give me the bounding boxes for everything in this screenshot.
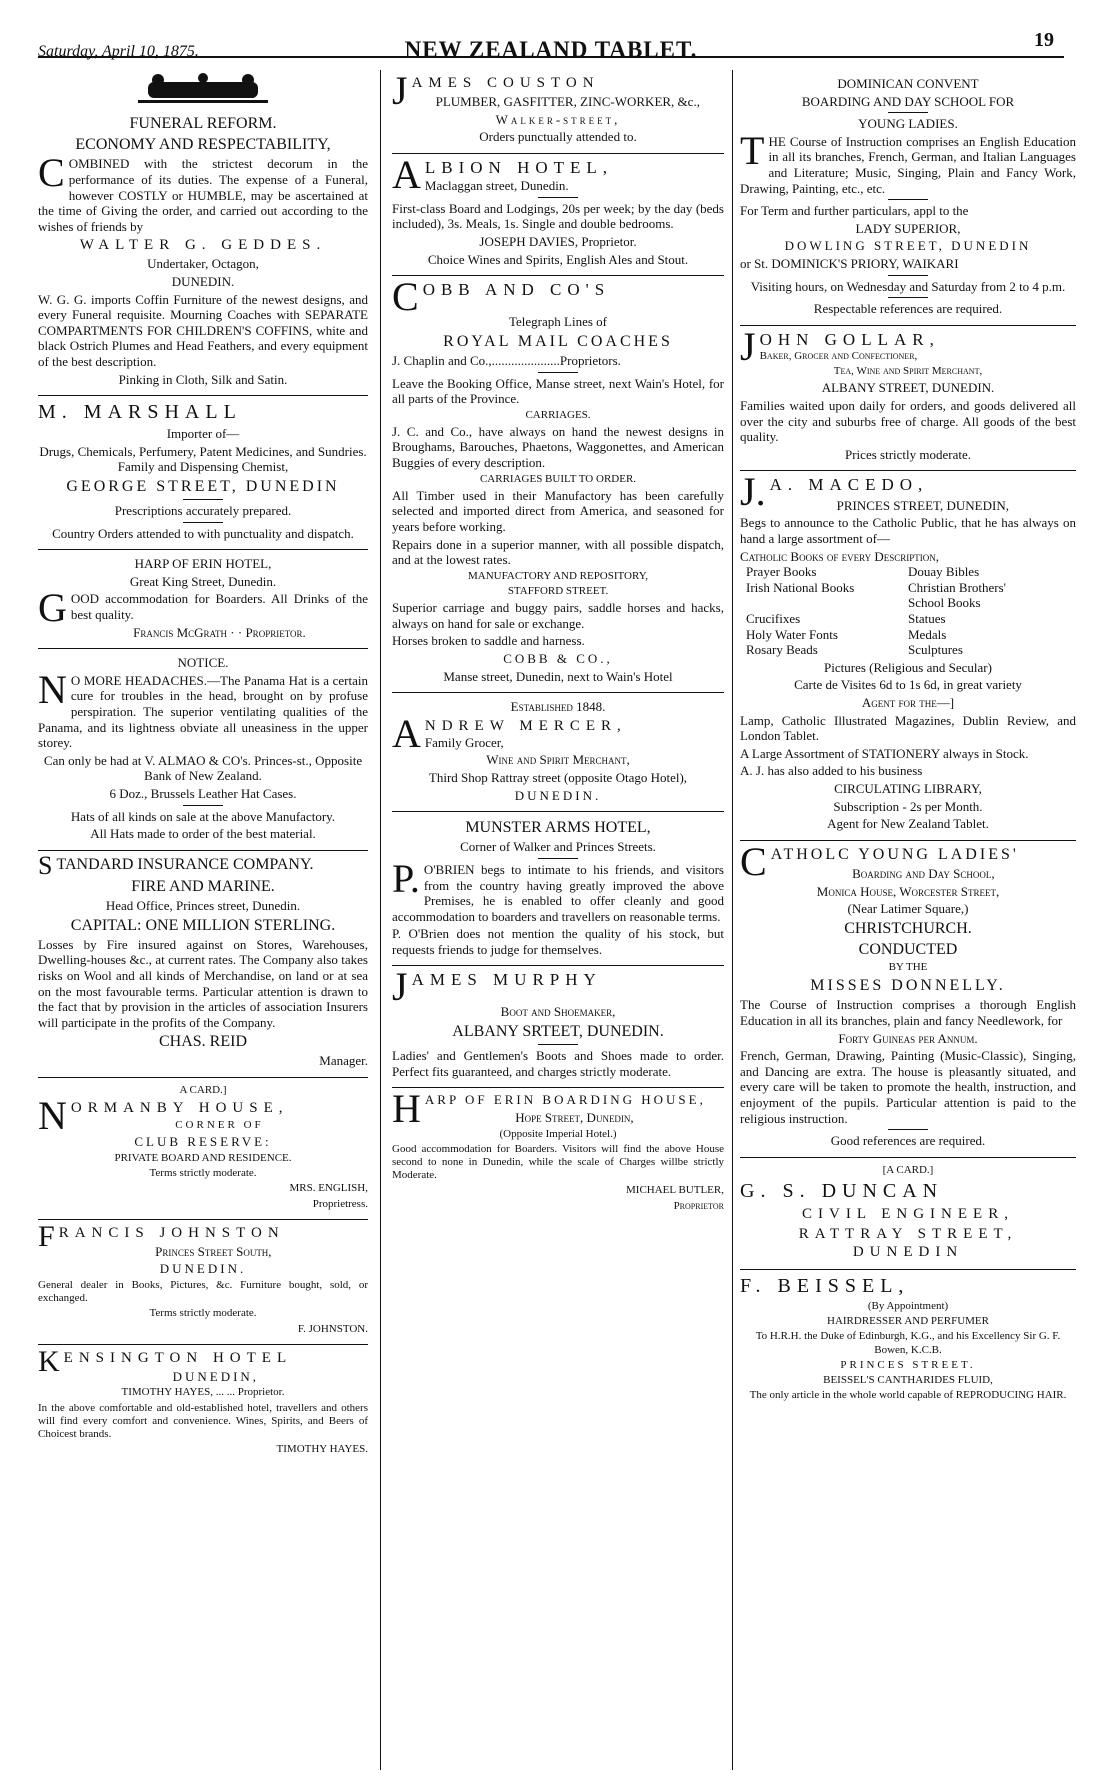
funeral-ornament-icon bbox=[38, 70, 368, 108]
ad-catholic-young-ladies: CATHOLC YOUNG LADIES' Boarding and Day School, Monica House, Worcester Street, (Near Latimer Square,) CHRISTCHURCH. CONDUCTED BY THE MISSES DONNELLY. The Course of Instruction comprises a thorough English Education in all its branches, plain and fancy Needlework, for Forty Guineas per Annum. French, German, Drawing, Painting (Music-Classic), Singing, and Dancing are extra. The house is pleasantly situated, and every care will be taken to promote the health, instruction, and enjoyment of the pupils. Particular attention is paid to the religious instruction. Good references are required. bbox=[740, 841, 1076, 1158]
ad-heading: NOTICE. bbox=[177, 655, 229, 671]
ad-heading: TANDARD INSURANCE COMPANY. bbox=[56, 855, 314, 873]
ad-name: M. MARSHALL bbox=[38, 401, 242, 424]
ad-name: NDREW MERCER, bbox=[424, 717, 627, 734]
ad-name: ENSINGTON HOTEL bbox=[63, 1349, 293, 1366]
ad-subheading: ECONOMY AND RESPECTABILITY, bbox=[75, 136, 331, 154]
ad-albion-hotel: ALBION HOTEL, Maclaggan street, Dunedin. First-class Board and Lodgings, 20s per week; by the day (beds included), 3s. Meals, 1s. Single and double bedrooms. JOSEPH DAVIES, Proprietor. Choice Wines and Spirits, English Ales and Stout. bbox=[392, 154, 724, 276]
ad-heading: FUNERAL REFORM. bbox=[129, 115, 277, 132]
ad-normanby-house: A CARD.] NORMANBY HOUSE, CORNER OF CLUB RESERVE: PRIVATE BOARD AND RESIDENCE. Terms strictly moderate. MRS. ENGLISH, Proprietress. bbox=[38, 1078, 368, 1220]
goods-list-row bbox=[740, 595, 1076, 611]
ad-james-murphy: JAMES MURPHY Boot and Shoemaker, ALBANY SRTEET, DUNEDIN. Ladies' and Gentlemen's Boots and Shoes made to order. Perfect fits guaranteed, and charges strictly moderate. bbox=[392, 966, 724, 1088]
ad-duncan: [A CARD.] G. S. DUNCAN CIVIL ENGINEER, RATTRAY STREET, DUNEDIN bbox=[740, 1158, 1076, 1270]
ad-heading: DOMINICAN CONVENT bbox=[837, 76, 979, 91]
ad-john-gollar: JOHN GOLLAR, Baker, Grocer and Confectioner, Tea, Wine and Spirit Merchant, ALBANY STREET, DUNEDIN. Families waited upon daily for orders, and goods delivered all over the city and suburbs free of charge. All goods of the best quality. Prices strictly moderate. bbox=[740, 326, 1076, 472]
goods-item bbox=[746, 595, 908, 611]
page-number: 19 bbox=[1034, 29, 1054, 51]
ad-name: ARP OF ERIN BOARDING HOUSE, bbox=[424, 1092, 706, 1108]
ad-name: OHN GOLLAR, bbox=[759, 329, 940, 349]
goods-list-row bbox=[740, 564, 1076, 580]
masthead-title: NEW ZEALAND TABLET. bbox=[404, 37, 698, 62]
ad-marshall: M. MARSHALL Importer of— Drugs, Chemicals, Perfumery, Patent Medicines, and Sundries. Family and Dispensing Chemist, GEORGE STREET, DUNEDIN Prescriptions accurately prepared. Country Orders attended to with punctuality and dispatch. bbox=[38, 396, 368, 550]
ad-name: G. S. DUNCAN bbox=[740, 1179, 944, 1202]
ad-james-couston: JAMES COUSTON PLUMBER, GASFITTER, ZINC-WORKER, &c., Walker-street, Orders punctually attended to. bbox=[392, 70, 724, 154]
ad-cobb-and-co: COBB AND CO'S Telegraph Lines of ROYAL MAIL COACHES J. Chaplin and Co.,.....................Proprietors. Leave the Booking Office, Manse street, next Wain's Hotel, for all parts of the Province. CARRIAGES. J. C. and Co., have always on hand the newest designs in Broughams, Barouches, Phaetons, Waggonettes, and American Buggies of every description. CARRIAGES BUILT TO ORDER. All Timber used in their Manufactory has been carefully selected and imported direct from America, and seasoned for years before working. Repairs done in a superior manner, with all possible dispatch, and at the lowest rates. MANUFACTORY AND REPOSITORY, STAFFORD STREET. Superior carriage and buggy pairs, saddle horses and hacks, always on hand for sale or exchange. Horses broken to saddle and harness. COBB & CO., Manse street, Dunedin, next to Wain's Hotel bbox=[392, 276, 724, 693]
column-rule bbox=[380, 70, 381, 1770]
ad-name: A. MACEDO, bbox=[769, 475, 929, 495]
goods-item: Prayer Books bbox=[746, 564, 817, 580]
ad-francis-johnston: FRANCIS JOHNSTON Princes Street South, DUNEDIN. General dealer in Books, Pictures, &c. Furniture bought, sold, or exchanged. Terms strictly moderate. F. JOHNSTON. bbox=[38, 1220, 368, 1345]
goods-item: Medals bbox=[908, 626, 947, 642]
goods-item: Sculptures bbox=[908, 642, 963, 658]
goods-item: Rosary Beads bbox=[746, 642, 818, 658]
column-rule bbox=[732, 70, 733, 1770]
ad-name: AMES MURPHY bbox=[411, 970, 602, 990]
ad-dominican-convent: DOMINICAN CONVENT BOARDING AND DAY SCHOOL FOR YOUNG LADIES. THE Course of Instruction comprises an English Education in all its branches, French, German, and Italian Languages and Literature; Music, Singing, Plain and Fancy Work, Drawing, Painting, etc., etc. For Term and further particulars, appl to the LADY SUPERIOR, DOWLING STREET, DUNEDIN or St. DOMINICK'S PRIORY, WAIKARI Visiting hours, on Wednesday and Saturday from 2 to 4 p.m. Respectable references are required. bbox=[740, 70, 1076, 326]
ad-heading: MUNSTER ARMS HOTEL, bbox=[465, 819, 651, 837]
issue-date: Saturday, April 10, 1875. bbox=[38, 43, 199, 60]
ad-name: ORMANBY HOUSE, bbox=[70, 1100, 289, 1117]
goods-item: Douay Bibles bbox=[908, 564, 980, 580]
goods-item: Crucifixes bbox=[746, 611, 801, 626]
column-1 bbox=[38, 70, 368, 1770]
ad-beissel: F. BEISSEL, (By Appointment) HAIRDRESSER AND PERFUMER To H.R.H. the Duke of Edinburgh, K.G., and his Excellency Sir G. F. Bowen, K.C.B. PRINCES STREET. BEISSEL'S CANTHARIDES FLUID, The only article in the whole world capable of REPRODUCING HAIR. bbox=[740, 1270, 1076, 1410]
goods-item: Irish National Books bbox=[746, 579, 855, 595]
ad-name: ATHOLC YOUNG LADIES' bbox=[770, 845, 1019, 863]
catholic-goods-list bbox=[740, 564, 1076, 658]
ad-body: OMBINED with the strictest decorum in the performance of its duties. The expense of a Funeral, however COSTLY or HUMBLE, may be ascertained at the time of Giving the order, and carried out according to the wishes of friends by bbox=[38, 156, 368, 234]
ad-name: AMES COUSTON bbox=[411, 75, 600, 91]
ad-funeral-reform: FUNERAL REFORM. ECONOMY AND RESPECTABILITY, COMBINED with the strictest decorum in the performance of its duties. The expense of a Funeral, however COSTLY or HUMBLE, may be ascertained at the time of Giving the order, and carried out according to the wishes of friends by WALTER G. GEDDES. Undertaker, Octagon, DUNEDIN. W. G. G. imports Coffin Furniture of the newest designs, and every Funeral requisite. Mourning Coaches with SEPARATE COMPARTMENTS FOR CHILDREN'S COFFINS, white and black Ostrich Plumes and Head Feathers, and every equipment of the best description. Pinking in Cloth, Silk and Satin. bbox=[38, 108, 368, 396]
ad-standard-insurance: STANDARD INSURANCE COMPANY. FIRE AND MARINE. Head Office, Princes street, Dunedin. CAPITAL: ONE MILLION STERLING. Losses by Fire insured against on Stores, Warehouses, Dwelling-houses &c., at current rates. The Company also takes risks on Wool and all kinds of Merchandise, on land or at sea on the most favourable terms. Particular attention is drawn to the fact that by provision in the articles of association Insurers will participate in the profits of the Company. CHAS. REID Manager. bbox=[38, 851, 368, 1078]
ad-name: WALTER G. GEDDES. bbox=[79, 237, 327, 254]
column-3 bbox=[740, 70, 1076, 1770]
goods-list-row bbox=[740, 580, 1076, 596]
column-2 bbox=[392, 70, 724, 1770]
goods-item: Statues bbox=[908, 611, 946, 626]
goods-list-row bbox=[740, 627, 1076, 643]
ad-munster-arms: MUNSTER ARMS HOTEL, Corner of Walker and Princes Streets. P. O'BRIEN begs to intimate to his friends, and visitors from the country having greatly improved the above Premises, he is enabled to offer cleanly and good accommodation to boarders and travellers on reasonable terms. P. O'Brien does not mention the quality of his stock, but requests friends to judge for themselves. bbox=[392, 812, 724, 966]
ad-name: OBB AND CO'S bbox=[422, 280, 611, 300]
goods-item: Holy Water Fonts bbox=[746, 626, 838, 642]
ad-andrew-mercer: Established 1848. ANDREW MERCER, Family Grocer, Wine and Spirit Merchant, Third Shop Rattray street (opposite Otago Hotel), DUNEDIN. bbox=[392, 693, 724, 812]
page-header bbox=[38, 22, 1064, 62]
goods-list-row bbox=[740, 611, 1076, 627]
ad-notice: NOTICE. N O MORE HEADACHES.—The Panama Hat is a certain cure for troubles in the head, brought on by profuse perspiration. The superior ventilating qualities of the Panama, and its lightness obviate all uneasiness in the upper storey. Can only be had at V. ALMAO & CO's. Princes-st., Opposite Bank of New Zealand. 6 Doz., Brussels Leather Hat Cases. Hats of all kinds on sale at the above Manufactory. All Hats made to order of the best material. bbox=[38, 649, 368, 851]
ad-harp-of-erin-hotel: HARP OF ERIN HOTEL, Great King Street, Dunedin. GOOD accommodation for Boarders. All Drinks of the best quality. Francis McGrath · · Proprietor. bbox=[38, 550, 368, 649]
ad-name: LBION HOTEL, bbox=[424, 157, 614, 177]
ad-name: RANCIS JOHNSTON bbox=[58, 1224, 285, 1241]
ad-harp-of-erin-boarding: HARP OF ERIN BOARDING HOUSE, Hope Street, Dunedin, (Opposite Imperial Hotel.) Good accommodation for Boarders. Visitors will find the above House second to none in Dunedin, while the scale of Charges willbe strictly Moderate. MICHAEL BUTLER, Proprietor bbox=[392, 1086, 724, 1212]
ad-macedo: J. A. MACEDO, PRINCES STREET, DUNEDIN, Begs to announce to the Catholic Public, that he has always on hand a large assortment of— Catholic Books of every Description, Prayer Books Douay Bibles Irish National Books Christian Brothers' School Books Crucifixes Statues Holy Water Fonts Medals Rosary Beads Sculptures Pictures (Religious and Secular) Carte de Visites 6d to 1s 6d, in great variety Agent for the—] Lamp, Catholic Illustrated Magazines, Dublin Review, and London Tablet. A Large Assortment of STATIONERY always in Stock. A. J. has also added to his business CIRCULATING LIBRARY, Subscription - 2s per Month. Agent for New Zealand Tablet. bbox=[740, 471, 1076, 840]
ad-heading: HARP OF ERIN HOTEL, bbox=[134, 556, 272, 572]
ad-name: F. BEISSEL, bbox=[740, 1274, 910, 1297]
goods-list-row bbox=[740, 642, 1076, 658]
goods-item: Christian Brothers' bbox=[908, 579, 1007, 595]
ad-kensington-hotel: KENSINGTON HOTEL DUNEDIN, TIMOTHY HAYES, ... ... Proprietor. In the above comfortable and old-established hotel, travellers and others will find every comfort and convenience. Wines, Spirits, and Beers of Choicest brands. TIMOTHY HAYES. bbox=[38, 1344, 368, 1456]
goods-item: School Books bbox=[908, 595, 981, 611]
